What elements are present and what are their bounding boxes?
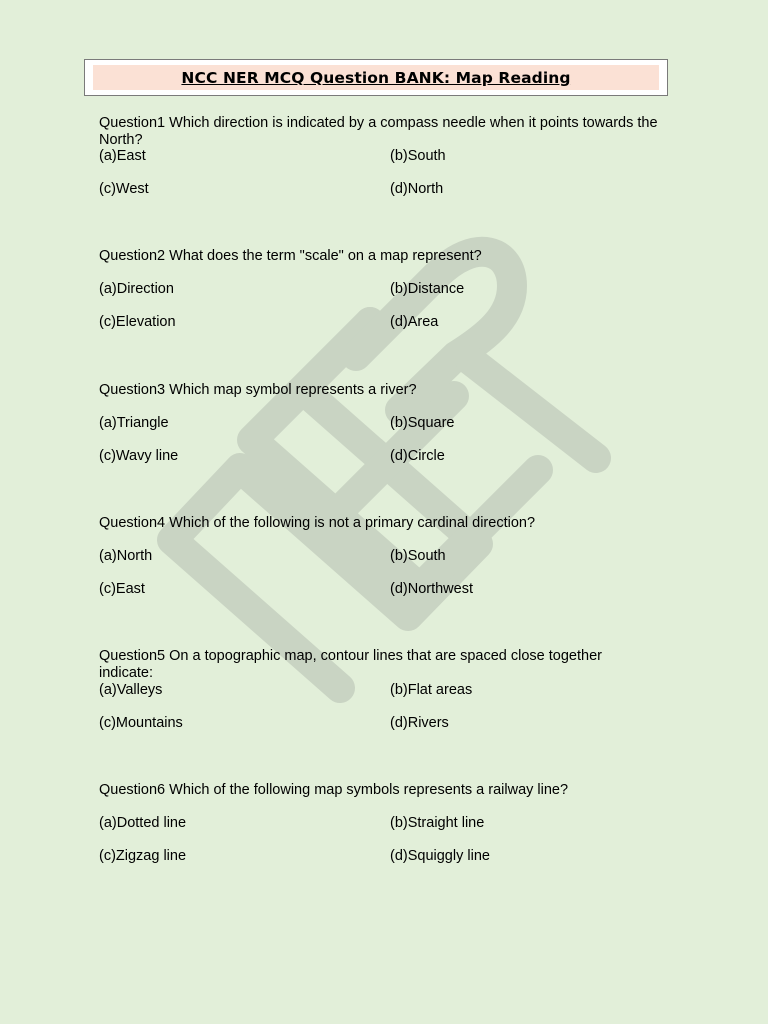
question-3-option-a: (a)Triangle [99, 415, 169, 431]
question-1-option-a: (a)East [99, 148, 146, 164]
question-3: Question3 Which map symbol represents a river? [99, 382, 417, 398]
question-3-option-d: (d)Circle [390, 448, 445, 464]
question-6-option-b: (b)Straight line [390, 815, 485, 831]
page-title: NCC NER MCQ Question BANK: Map Reading [181, 68, 571, 87]
question-2-option-c: (c)Elevation [99, 314, 176, 330]
question-3-option-c: (c)Wavy line [99, 448, 179, 464]
question-1-option-b: (b)South [390, 148, 446, 164]
question-4-option-a: (a)North [99, 548, 153, 564]
question-1-option-d: (d)North [390, 181, 444, 197]
title-box [84, 59, 668, 96]
question-6-option-a: (a)Dotted line [99, 815, 187, 831]
question-2: Question2 What does the term "scale" on a map represent? [99, 248, 482, 264]
question-6: Question6 Which of the following map symbols represents a railway line? [99, 782, 569, 798]
question-1: Question1 Which direction is indicated by a compass needle when it points towards the North? [99, 115, 658, 148]
question-4: Question4 Which of the following is not a primary cardinal direction? [99, 515, 536, 531]
question-4-option-d: (d)Northwest [390, 581, 473, 597]
question-5-option-c: (c)Mountains [99, 715, 183, 731]
question-4-option-c: (c)East [99, 581, 145, 597]
title-highlight [93, 65, 659, 90]
question-3-option-b: (b)Square [390, 415, 455, 431]
question-1-option-c: (c)West [99, 181, 149, 197]
question-5-option-d: (d)Rivers [390, 715, 449, 731]
question-2-option-a: (a)Direction [99, 281, 174, 297]
question-5: Question5 On a topographic map, contour lines that are spaced close together indicate: [99, 648, 602, 681]
question-6-option-c: (c)Zigzag line [99, 848, 187, 864]
question-5-option-a: (a)Valleys [99, 682, 163, 698]
question-5-option-b: (b)Flat areas [390, 682, 473, 698]
question-2-option-d: (d)Area [390, 314, 439, 330]
question-6-option-d: (d)Squiggly line [390, 848, 490, 864]
question-4-option-b: (b)South [390, 548, 446, 564]
question-2-option-b: (b)Distance [390, 281, 465, 297]
watermark-letter-r-leg [470, 360, 596, 458]
watermark-letter-n [172, 396, 478, 688]
